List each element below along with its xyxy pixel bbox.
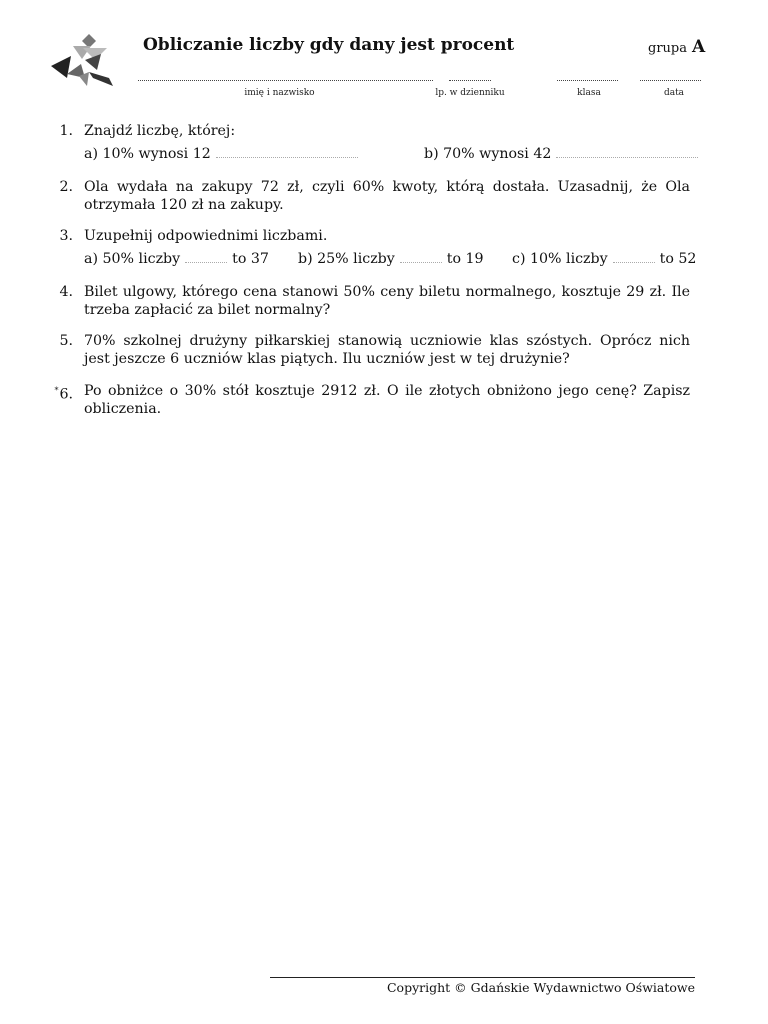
- task-item-text: b) 70% wynosi 42: [424, 146, 552, 162]
- class-field[interactable]: [557, 80, 618, 81]
- date-field-label: data: [663, 88, 685, 98]
- task-item-suffix: to 52: [659, 251, 697, 267]
- task-text: Ola wydała na zakupy 72 zł, czyli 60% kwoty, którą dostała. Uzasadnij, że Ola otrzymała 120 zł na zakupy.: [84, 179, 690, 213]
- task-number: 4.: [59, 284, 73, 300]
- task-item-prefix: a) 50% liczby: [84, 251, 181, 267]
- task-number: 6.: [59, 386, 73, 403]
- answer-blank[interactable]: [400, 250, 442, 263]
- copyright-notice: Copyright © Gdańskie Wydawnictwo Oświatowe: [386, 980, 695, 995]
- answer-blank[interactable]: [556, 145, 698, 158]
- task-body: [84, 122, 690, 163]
- footer-divider: [270, 977, 695, 978]
- answer-blank[interactable]: [216, 145, 358, 158]
- tangram-runner-logo-icon: [49, 34, 115, 88]
- task-number: 2.: [59, 179, 73, 195]
- task-text: Po obniżce o 30% stół kosztuje 2912 zł. O ile złotych obniżono jego cenę? Zapisz obliczenia.: [84, 383, 690, 417]
- journal-number-field-label: lp. w dzienniku: [435, 88, 505, 98]
- task-items: [84, 250, 697, 268]
- task-item: [298, 250, 484, 268]
- task-item-prefix: c) 10% liczby: [512, 251, 608, 267]
- answer-blank[interactable]: [185, 250, 227, 263]
- task-item: [424, 145, 703, 163]
- task-text: Znajdź liczbę, której:: [84, 123, 236, 139]
- task-item-prefix: b) 25% liczby: [298, 251, 395, 267]
- name-field[interactable]: [138, 80, 433, 81]
- journal-number-field[interactable]: [449, 80, 491, 81]
- task-item: [84, 250, 269, 268]
- class-field-label: klasa: [577, 88, 601, 98]
- task-text: 70% szkolnej drużyny piłkarskiej stanowią uczniowie klas szóstych. Oprócz nich jest jeszcze 6 uczniów klas piątych. Ilu uczniów jest w tej drużynie?: [84, 333, 690, 367]
- task-number: 3.: [59, 228, 73, 244]
- page-title: Obliczanie liczby gdy dany jest procent: [143, 35, 515, 55]
- task-item-suffix: to 37: [232, 251, 269, 267]
- task-item: [84, 145, 363, 163]
- task-item-suffix: to 19: [446, 251, 484, 267]
- task-item: [512, 250, 696, 268]
- task-number-wrapper: [0, 382, 73, 404]
- date-field[interactable]: [640, 80, 701, 81]
- group-letter: A: [691, 37, 706, 57]
- name-field-label: imię i nazwisko: [244, 88, 315, 98]
- task-number: 1.: [59, 123, 73, 139]
- task-items: [84, 145, 690, 163]
- group-indicator: [648, 37, 705, 57]
- task-text: Uzupełnij odpowiednimi liczbami.: [84, 228, 328, 244]
- answer-blank[interactable]: [613, 250, 655, 263]
- task-text: Bilet ulgowy, którego cena stanowi 50% ceny biletu normalnego, kosztuje 29 zł. Ile trzeba zapłacić za bilet normalny?: [84, 284, 690, 318]
- task-body: [84, 227, 697, 268]
- task-item-text: a) 10% wynosi 12: [84, 146, 211, 162]
- task-number: 5.: [59, 333, 73, 349]
- difficulty-star: *: [54, 386, 59, 395]
- group-label: grupa: [648, 41, 687, 56]
